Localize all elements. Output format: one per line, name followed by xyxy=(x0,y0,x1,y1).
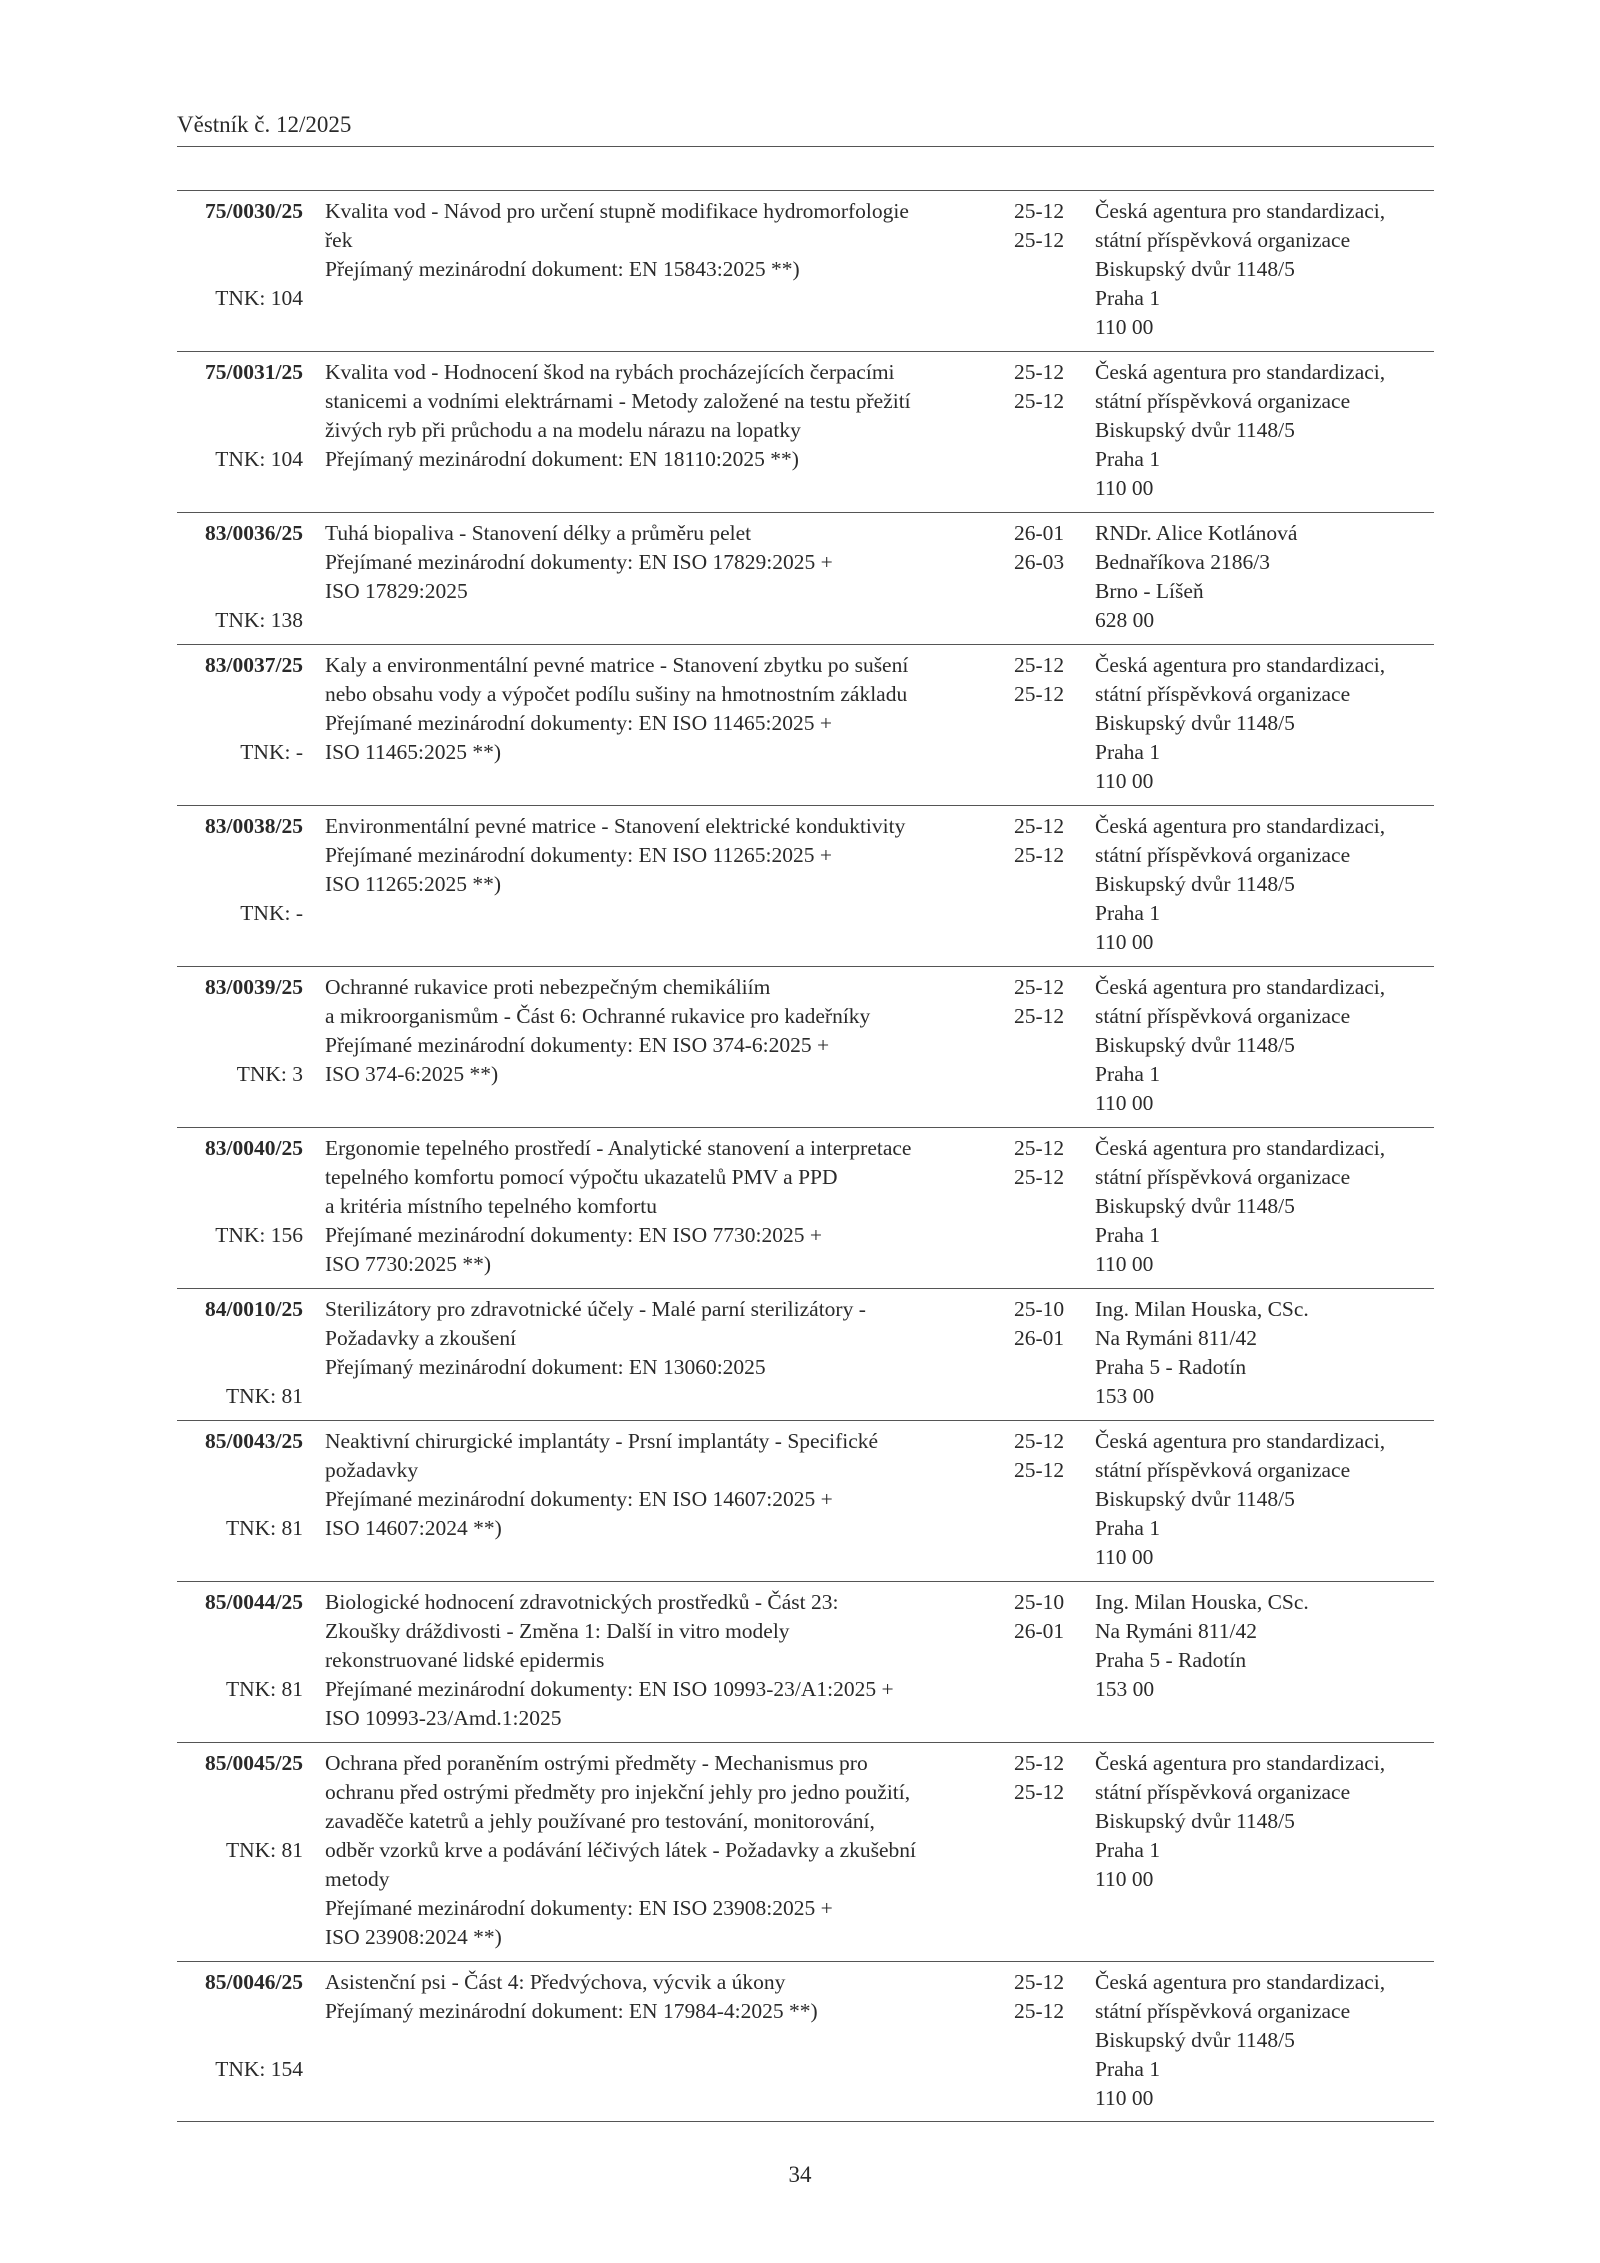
journal-title: Věstník č. 12/2025 xyxy=(177,112,352,137)
entry-date-line: 25-12 xyxy=(1014,682,1065,706)
entry-tnk: TNK: - xyxy=(240,740,303,764)
entry-title xyxy=(325,197,1015,284)
entry-title-line: Přejímaný mezinárodní dokument: EN 15843:2025 **) xyxy=(325,257,800,281)
entry-org-line: Biskupský dvůr 1148/5 xyxy=(1095,711,1295,735)
entry-org-line: 153 00 xyxy=(1095,1677,1155,1701)
entry-org-line: Ing. Milan Houska, CSc. xyxy=(1095,1297,1309,1321)
entry-id-column xyxy=(177,358,303,512)
standard-entry xyxy=(177,190,1434,351)
entry-organization xyxy=(1095,1968,1435,2113)
entry-title-line: rekonstruované lidské epidermis xyxy=(325,1648,605,1672)
entry-title-line: Přejímané mezinárodní dokumenty: EN ISO 23908:2025 + xyxy=(325,1896,833,1920)
entry-org-line: Česká agentura pro standardizaci, xyxy=(1095,199,1386,223)
entry-organization xyxy=(1095,1295,1435,1411)
entry-number: 85/0043/25 xyxy=(205,1429,303,1453)
entry-org-line: 628 00 xyxy=(1095,608,1155,632)
standard-entry xyxy=(177,1581,1434,1742)
entry-org-line: státní příspěvková organizace xyxy=(1095,1780,1351,1804)
entry-id-column xyxy=(177,1134,303,1288)
entry-org-line: 110 00 xyxy=(1095,1545,1154,1569)
entry-org-line: 110 00 xyxy=(1095,315,1154,339)
entry-title-line: Biologické hodnocení zdravotnických prostředků - Část 23: xyxy=(325,1590,839,1614)
entry-org-line: 110 00 xyxy=(1095,1091,1154,1115)
entry-number: 83/0037/25 xyxy=(205,653,303,677)
entry-title-line: Environmentální pevné matrice - Stanovení elektrické konduktivity xyxy=(325,814,906,838)
entry-org-line: Praha 1 xyxy=(1095,901,1161,925)
entry-tnk: TNK: 154 xyxy=(215,2057,303,2081)
entry-date-line: 25-12 xyxy=(1014,1751,1065,1775)
entry-title xyxy=(325,812,1015,899)
entry-title xyxy=(325,651,1015,767)
entry-title-line: Přejímané mezinárodní dokumenty: EN ISO 17829:2025 + xyxy=(325,550,833,574)
standards-list xyxy=(177,190,1434,2122)
entry-org-line: Česká agentura pro standardizaci, xyxy=(1095,1751,1386,1775)
entry-tnk: TNK: 81 xyxy=(225,1384,303,1408)
entry-title-line: Zkoušky dráždivosti - Změna 1: Další in vitro modely xyxy=(325,1619,790,1643)
entry-number: 85/0045/25 xyxy=(205,1751,303,1775)
entry-org-line: Praha 1 xyxy=(1095,1838,1161,1862)
entry-organization xyxy=(1095,358,1435,503)
entry-date-line: 25-12 xyxy=(1014,1458,1065,1482)
standard-entry xyxy=(177,1742,1434,1961)
entry-tnk: TNK: 156 xyxy=(215,1223,303,1247)
entry-date-line: 25-12 xyxy=(1014,1429,1065,1453)
entry-date-line: 25-12 xyxy=(1014,360,1065,384)
entry-date-line: 26-03 xyxy=(1014,550,1065,574)
entry-dates xyxy=(1014,1968,1084,2026)
entry-org-line: státní příspěvková organizace xyxy=(1095,1999,1351,2023)
entry-dates xyxy=(1014,812,1084,870)
entry-org-line: Biskupský dvůr 1148/5 xyxy=(1095,418,1295,442)
entry-org-line: Na Rymáni 811/42 xyxy=(1095,1619,1257,1643)
entry-title-line: Přejímaný mezinárodní dokument: EN 17984-4:2025 **) xyxy=(325,1999,818,2023)
entry-org-line: Praha 5 - Radotín xyxy=(1095,1648,1247,1672)
standard-entry xyxy=(177,1961,1434,2122)
entry-title-line: odběr vzorků krve a podávání léčivých látek - Požadavky a zkušební xyxy=(325,1838,917,1862)
entry-title-line: Asistenční psi - Část 4: Předvýchova, výcvik a úkony xyxy=(325,1970,786,1994)
entry-dates xyxy=(1014,651,1084,709)
entry-id-column xyxy=(177,1588,303,1742)
entry-title xyxy=(325,1295,1015,1382)
entry-dates xyxy=(1014,1427,1084,1485)
entry-date-line: 25-12 xyxy=(1014,843,1065,867)
standard-entry xyxy=(177,644,1434,805)
entry-title-line: Přejímané mezinárodní dokumenty: EN ISO 11465:2025 + xyxy=(325,711,832,735)
entry-organization xyxy=(1095,1427,1435,1572)
entry-date-line: 25-12 xyxy=(1014,1136,1065,1160)
entry-organization xyxy=(1095,812,1435,957)
entry-title-line: metody xyxy=(325,1867,390,1891)
entry-number: 75/0030/25 xyxy=(205,199,303,223)
entry-title-line: Přejímané mezinárodní dokumenty: EN ISO 10993-23/A1:2025 + xyxy=(325,1677,894,1701)
entry-title-line: a kritéria místního tepelného komfortu xyxy=(325,1194,657,1218)
entry-org-line: Praha 1 xyxy=(1095,740,1161,764)
entry-title-line: Ochranné rukavice proti nebezpečným chemikáliím xyxy=(325,975,771,999)
entry-org-line: 110 00 xyxy=(1095,930,1154,954)
standard-entry xyxy=(177,966,1434,1127)
entry-title xyxy=(325,973,1015,1089)
entry-org-line: státní příspěvková organizace xyxy=(1095,682,1351,706)
standard-entry xyxy=(177,1288,1434,1420)
page-header xyxy=(177,112,1434,147)
entry-number: 75/0031/25 xyxy=(205,360,303,384)
entry-dates xyxy=(1014,1295,1084,1353)
entry-dates xyxy=(1014,1749,1084,1807)
entry-title-line: nebo obsahu vody a výpočet podílu sušiny na hmotnostním základu xyxy=(325,682,908,706)
entry-org-line: Praha 1 xyxy=(1095,447,1161,471)
entry-date-line: 25-12 xyxy=(1014,1165,1065,1189)
standard-entry xyxy=(177,805,1434,966)
entry-org-line: Praha 1 xyxy=(1095,1062,1161,1086)
entry-id-column xyxy=(177,197,303,351)
entry-date-line: 26-01 xyxy=(1014,1326,1065,1350)
entry-organization xyxy=(1095,1749,1435,1894)
entry-title-line: ISO 11265:2025 **) xyxy=(325,872,501,896)
entry-dates xyxy=(1014,1588,1084,1646)
entry-title xyxy=(325,1749,1015,1952)
entry-org-line: Praha 1 xyxy=(1095,286,1161,310)
entry-title xyxy=(325,1427,1015,1543)
entry-number: 83/0039/25 xyxy=(205,975,303,999)
entry-org-line: Praha 1 xyxy=(1095,2057,1161,2081)
entry-organization xyxy=(1095,519,1435,635)
entry-title-line: Kvalita vod - Návod pro určení stupně modifikace hydromorfologie xyxy=(325,199,909,223)
entry-title-line: zavaděče katetrů a jehly používané pro testování, monitorování, xyxy=(325,1809,875,1833)
entry-date-line: 25-12 xyxy=(1014,199,1065,223)
entry-title-line: Tuhá biopaliva - Stanovení délky a průměru pelet xyxy=(325,521,752,545)
entry-title-line: Ergonomie tepelného prostředí - Analytické stanovení a interpretace xyxy=(325,1136,912,1160)
entry-org-line: státní příspěvková organizace xyxy=(1095,1458,1351,1482)
entry-org-line: RNDr. Alice Kotlánová xyxy=(1095,521,1298,545)
entry-number: 83/0040/25 xyxy=(205,1136,303,1160)
entry-org-line: Praha 5 - Radotín xyxy=(1095,1355,1247,1379)
entry-title-line: Přejímaný mezinárodní dokument: EN 18110:2025 **) xyxy=(325,447,799,471)
entry-title-line: tepelného komfortu pomocí výpočtu ukazatelů PMV a PPD xyxy=(325,1165,838,1189)
entry-org-line: Biskupský dvůr 1148/5 xyxy=(1095,257,1295,281)
entry-title-line: ISO 23908:2024 **) xyxy=(325,1925,502,1949)
entry-date-line: 25-12 xyxy=(1014,1004,1065,1028)
entry-title-line: ISO 7730:2025 **) xyxy=(325,1252,492,1276)
entry-org-line: státní příspěvková organizace xyxy=(1095,389,1351,413)
entry-id-column xyxy=(177,812,303,966)
entry-title-line: Přejímané mezinárodní dokumenty: EN ISO 7730:2025 + xyxy=(325,1223,822,1247)
entry-number: 83/0036/25 xyxy=(205,521,303,545)
entry-dates xyxy=(1014,358,1084,416)
standard-entry xyxy=(177,351,1434,512)
entry-organization xyxy=(1095,973,1435,1118)
entry-title-line: Přejímaný mezinárodní dokument: EN 13060:2025 xyxy=(325,1355,766,1379)
entry-org-line: Praha 1 xyxy=(1095,1516,1161,1540)
entry-title-line: a mikroorganismům - Část 6: Ochranné rukavice pro kadeřníky xyxy=(325,1004,871,1028)
entry-tnk: TNK: 81 xyxy=(225,1516,303,1540)
entry-organization xyxy=(1095,197,1435,342)
entry-title-line: stanicemi a vodními elektrárnami - Metody založené na testu přežití xyxy=(325,389,911,413)
entry-title-line: ISO 374-6:2025 **) xyxy=(325,1062,499,1086)
entry-tnk: TNK: 104 xyxy=(215,447,303,471)
entry-org-line: Biskupský dvůr 1148/5 xyxy=(1095,2028,1295,2052)
entry-number: 85/0046/25 xyxy=(205,1970,303,1994)
entry-title-line: ISO 11465:2025 **) xyxy=(325,740,501,764)
entry-title-line: živých ryb při průchodu a na modelu nárazu na lopatky xyxy=(325,418,801,442)
entry-org-line: Bednaříkova 2186/3 xyxy=(1095,550,1270,574)
entry-title xyxy=(325,1968,1015,2026)
entry-org-line: 110 00 xyxy=(1095,476,1154,500)
entry-organization xyxy=(1095,1588,1435,1704)
entry-title-line: ochranu před ostrými předměty pro injekční jehly pro jedno použití, xyxy=(325,1780,911,1804)
entry-number: 84/0010/25 xyxy=(205,1297,303,1321)
entry-date-line: 25-12 xyxy=(1014,975,1065,999)
entry-title-line: řek xyxy=(325,228,353,252)
entry-title-line: ISO 17829:2025 xyxy=(325,579,468,603)
entry-tnk: TNK: 81 xyxy=(225,1838,303,1862)
entry-title xyxy=(325,519,1015,606)
entry-number: 85/0044/25 xyxy=(205,1590,303,1614)
standard-entry xyxy=(177,1420,1434,1581)
entry-id-column xyxy=(177,1295,303,1420)
entry-org-line: Česká agentura pro standardizaci, xyxy=(1095,1136,1386,1160)
entry-date-line: 25-12 xyxy=(1014,814,1065,838)
page-number: 34 xyxy=(788,2162,812,2187)
entry-date-line: 25-12 xyxy=(1014,1999,1065,2023)
entry-org-line: Praha 1 xyxy=(1095,1223,1161,1247)
entry-org-line: Česká agentura pro standardizaci, xyxy=(1095,975,1386,999)
entry-id-column xyxy=(177,1968,303,2121)
entry-number: 83/0038/25 xyxy=(205,814,303,838)
entry-org-line: Česká agentura pro standardizaci, xyxy=(1095,653,1386,677)
entry-tnk: TNK: - xyxy=(240,901,303,925)
entry-org-line: Biskupský dvůr 1148/5 xyxy=(1095,1194,1295,1218)
entry-org-line: Česká agentura pro standardizaci, xyxy=(1095,1970,1386,1994)
entry-title-line: Neaktivní chirurgické implantáty - Prsní implantáty - Specifické xyxy=(325,1429,879,1453)
entry-org-line: Biskupský dvůr 1148/5 xyxy=(1095,1809,1295,1833)
entry-org-line: Na Rymáni 811/42 xyxy=(1095,1326,1257,1350)
entry-org-line: Česká agentura pro standardizaci, xyxy=(1095,814,1386,838)
entry-title-line: ISO 14607:2024 **) xyxy=(325,1516,502,1540)
entry-title-line: Ochrana před poraněním ostrými předměty - Mechanismus pro xyxy=(325,1751,868,1775)
entry-organization xyxy=(1095,1134,1435,1279)
entry-title-line: Sterilizátory pro zdravotnické účely - Malé parní sterilizátory - xyxy=(325,1297,866,1321)
entry-title xyxy=(325,1588,1015,1733)
entry-id-column xyxy=(177,1427,303,1581)
entry-org-line: Ing. Milan Houska, CSc. xyxy=(1095,1590,1309,1614)
entry-org-line: 153 00 xyxy=(1095,1384,1155,1408)
entry-date-line: 25-12 xyxy=(1014,228,1065,252)
entry-org-line: Biskupský dvůr 1148/5 xyxy=(1095,1487,1295,1511)
entry-date-line: 25-12 xyxy=(1014,653,1065,677)
entry-dates xyxy=(1014,519,1084,577)
entry-date-line: 25-10 xyxy=(1014,1297,1065,1321)
entry-tnk: TNK: 81 xyxy=(225,1677,303,1701)
entry-title-line: Požadavky a zkoušení xyxy=(325,1326,517,1350)
entry-title xyxy=(325,1134,1015,1279)
entry-organization xyxy=(1095,651,1435,796)
entry-tnk: TNK: 3 xyxy=(236,1062,303,1086)
entry-tnk: TNK: 138 xyxy=(215,608,303,632)
entry-org-line: státní příspěvková organizace xyxy=(1095,843,1351,867)
entry-title-line: Přejímané mezinárodní dokumenty: EN ISO 14607:2025 + xyxy=(325,1487,833,1511)
entry-dates xyxy=(1014,197,1084,255)
entry-tnk: TNK: 104 xyxy=(215,286,303,310)
entry-title xyxy=(325,358,1015,474)
entry-org-line: 110 00 xyxy=(1095,1252,1154,1276)
entry-org-line: Česká agentura pro standardizaci, xyxy=(1095,1429,1386,1453)
entry-org-line: státní příspěvková organizace xyxy=(1095,1165,1351,1189)
entry-org-line: 110 00 xyxy=(1095,769,1154,793)
entry-org-line: Česká agentura pro standardizaci, xyxy=(1095,360,1386,384)
entry-id-column xyxy=(177,519,303,644)
entry-title-line: Přejímané mezinárodní dokumenty: EN ISO 11265:2025 + xyxy=(325,843,832,867)
entry-org-line: Biskupský dvůr 1148/5 xyxy=(1095,872,1295,896)
entry-date-line: 26-01 xyxy=(1014,1619,1065,1643)
entry-org-line: Biskupský dvůr 1148/5 xyxy=(1095,1033,1295,1057)
entry-org-line: 110 00 xyxy=(1095,2086,1154,2110)
entry-date-line: 25-12 xyxy=(1014,1970,1065,1994)
standard-entry xyxy=(177,1127,1434,1288)
entry-title-line: požadavky xyxy=(325,1458,419,1482)
entry-date-line: 26-01 xyxy=(1014,521,1065,545)
entry-date-line: 25-12 xyxy=(1014,1780,1065,1804)
entry-date-line: 25-12 xyxy=(1014,389,1065,413)
entry-id-column xyxy=(177,651,303,805)
entry-title-line: Kaly a environmentální pevné matrice - Stanovení zbytku po sušení xyxy=(325,653,909,677)
entry-org-line: státní příspěvková organizace xyxy=(1095,1004,1351,1028)
entry-dates xyxy=(1014,1134,1084,1192)
entry-title-line: ISO 10993-23/Amd.1:2025 xyxy=(325,1706,562,1730)
entry-dates xyxy=(1014,973,1084,1031)
entry-id-column xyxy=(177,1749,303,1961)
entry-date-line: 25-10 xyxy=(1014,1590,1065,1614)
entry-id-column xyxy=(177,973,303,1127)
entry-org-line: 110 00 xyxy=(1095,1867,1154,1891)
entry-title-line: Přejímané mezinárodní dokumenty: EN ISO 374-6:2025 + xyxy=(325,1033,830,1057)
entry-title-line: Kvalita vod - Hodnocení škod na rybách procházejících čerpacími xyxy=(325,360,895,384)
standard-entry xyxy=(177,512,1434,644)
entry-org-line: Brno - Líšeň xyxy=(1095,579,1204,603)
entry-org-line: státní příspěvková organizace xyxy=(1095,228,1351,252)
